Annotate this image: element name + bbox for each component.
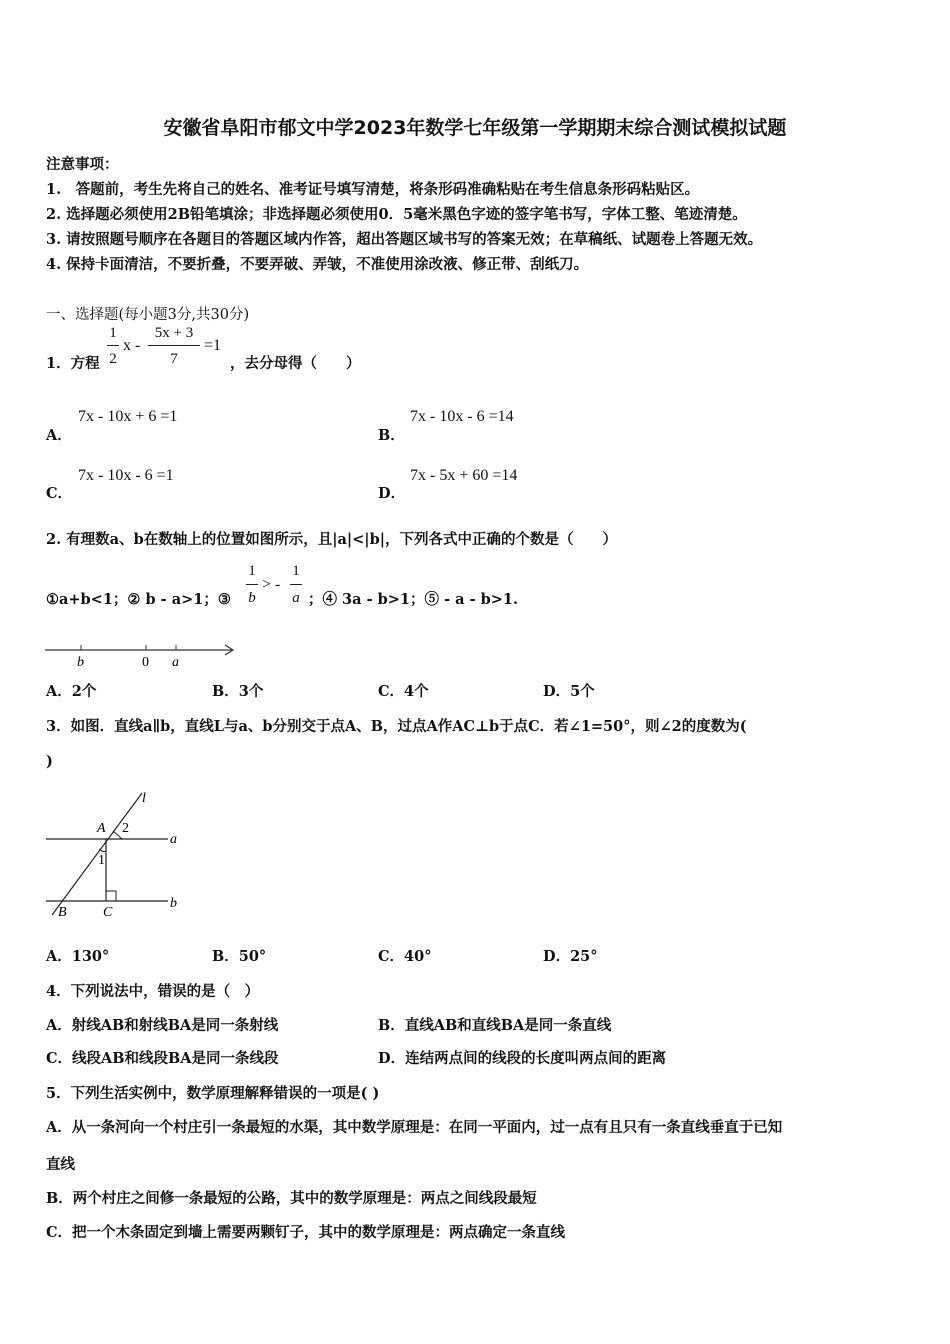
q2-statements-2: ；④ 3a - b>1；⑤ - a - b>1. xyxy=(308,591,519,608)
q3-option-c: C．40° xyxy=(378,948,432,965)
fraction-bar xyxy=(290,584,302,585)
q1-prefix: 1．方程 xyxy=(46,355,100,372)
q1-option-d: 7x - 5x + 60 =14 xyxy=(410,467,518,484)
q2-stem: 2. 有理数a、b在数轴上的位置如图所示，且|a|<|b|，下列各式中正确的个数是（ ） xyxy=(46,531,617,548)
label-line-b: b xyxy=(170,896,177,911)
note-item-1: 1. 答题前，考生先将自己的姓名、准考证号填写清楚，将条形码准确粘贴在考生信息条形码粘贴区。 xyxy=(46,181,700,198)
q3-stem: 3．如图．直线a∥b，直线L与a、b分别交于点A、B，过点A作AC⊥b于点C．若∠1=50°，则∠2的度数为( xyxy=(46,718,747,735)
q5-option-c: C．把一个木条固定到墙上需要两颗钉子，其中的数学原理是：两点确定一条直线 xyxy=(46,1224,566,1241)
q1-option-b-label: B． xyxy=(378,427,405,444)
angle-2-arc xyxy=(113,831,122,839)
q2-option-a: A．2个 xyxy=(46,683,97,700)
q5-stem: 5．下列生活实例中，数学原理解释错误的一项是( ) xyxy=(46,1085,380,1102)
q2-option-b: B．3个 xyxy=(212,683,264,700)
label-point-c: C xyxy=(103,905,113,920)
q4-option-b: B．直线AB和直线BA是同一条直线 xyxy=(378,1017,612,1034)
fraction-bar xyxy=(107,345,119,346)
page-title: 安徽省阜阳市郁文中学2023年数学七年级第一学期期末综合测试模拟试题 xyxy=(163,117,787,139)
q1-option-c-label: C． xyxy=(46,485,73,502)
label-point-b: B xyxy=(58,905,67,920)
number-line-label-b: b xyxy=(77,655,84,670)
q1-option-a: 7x - 10x + 6 =1 xyxy=(78,408,178,425)
q3-stem-end: ) xyxy=(46,753,53,770)
q3-option-a: A．130° xyxy=(46,948,110,965)
q1-frac1-num: 1 xyxy=(109,325,117,341)
number-line-label-zero: 0 xyxy=(142,655,149,670)
note-item-3: 3. 请按照题号顺序在各题目的答题区域内作答，超出答题区域书写的答案无效；在草稿纸、试题卷上答题无效。 xyxy=(46,231,763,248)
q5-option-a: A．从一条河向一个村庄引一条最短的水渠，其中数学原理是：在同一平面内，过一点有且只有一条直线垂直于已知 xyxy=(46,1119,783,1136)
q1-frac2-num: 5x + 3 xyxy=(154,325,194,341)
q2-option-c: C．4个 xyxy=(378,683,429,700)
q2-frac1-den: b xyxy=(248,590,256,606)
q4-stem: 4．下列说法中，错误的是（ ） xyxy=(46,983,260,1000)
q5-option-b: B．两个村庄之间修一条最短的公路，其中的数学原理是：两点之间线段最短 xyxy=(46,1190,537,1207)
angle-1-arc xyxy=(99,849,106,852)
line-l xyxy=(52,793,142,915)
q4-option-d: D．连结两点间的线段的长度叫两点间的距离 xyxy=(378,1050,667,1067)
q2-frac2-num: 1 xyxy=(292,563,300,579)
right-angle-mark xyxy=(106,891,116,901)
q1-frac1-den: 2 xyxy=(109,351,117,367)
q3-option-b: B．50° xyxy=(212,948,267,965)
q2-frac1-num: 1 xyxy=(248,563,256,579)
label-line-a: a xyxy=(170,832,177,847)
q1-mid: x - xyxy=(123,337,141,354)
q2-mid: > - xyxy=(262,576,281,593)
q4-option-c: C．线段AB和线段BA是同一条线段 xyxy=(46,1050,279,1067)
number-line-figure xyxy=(40,636,240,670)
note-item-4: 4. 保持卡面清洁，不要折叠，不要弄破、弄皱，不准使用涂改液、修正带、刮纸刀。 xyxy=(46,256,589,273)
notes-heading: 注意事项： xyxy=(46,156,119,173)
q4-option-a: A．射线AB和射线BA是同一条射线 xyxy=(46,1017,279,1034)
fraction-bar xyxy=(246,584,258,585)
geometry-figure xyxy=(40,785,190,923)
label-l: l xyxy=(142,791,146,806)
q1-option-a-label: A． xyxy=(46,427,72,444)
fraction-bar xyxy=(148,345,200,346)
q1-option-d-label: D． xyxy=(378,485,406,502)
q3-option-d: D．25° xyxy=(543,948,598,965)
q1-frac2-den: 7 xyxy=(170,351,178,367)
label-point-a: A xyxy=(97,821,106,836)
q1-option-b: 7x - 10x - 6 =14 xyxy=(410,408,514,425)
q2-frac2-den: a xyxy=(292,590,300,606)
label-angle-1: 1 xyxy=(98,853,105,868)
q1-suffix: ，去分母得（ ） xyxy=(230,355,361,372)
q2-statements-1: ①a+b<1；② b - a>1；③ xyxy=(46,591,231,608)
q1-rhs: =1 xyxy=(204,337,222,354)
label-angle-2: 2 xyxy=(122,821,129,836)
number-line-label-a: a xyxy=(172,655,179,670)
q5-option-a-cont: 直线 xyxy=(46,1156,75,1173)
q2-option-d: D．5个 xyxy=(543,683,595,700)
q1-option-c: 7x - 10x - 6 =1 xyxy=(78,467,174,484)
section-heading: 一、选择题(每小题3分,共30分) xyxy=(46,307,250,323)
note-item-2: 2. 选择题必须使用2B铅笔填涂；非选择题必须使用0．5毫米黑色字迹的签字笔书写，字体工整、笔迹清楚。 xyxy=(46,206,747,223)
